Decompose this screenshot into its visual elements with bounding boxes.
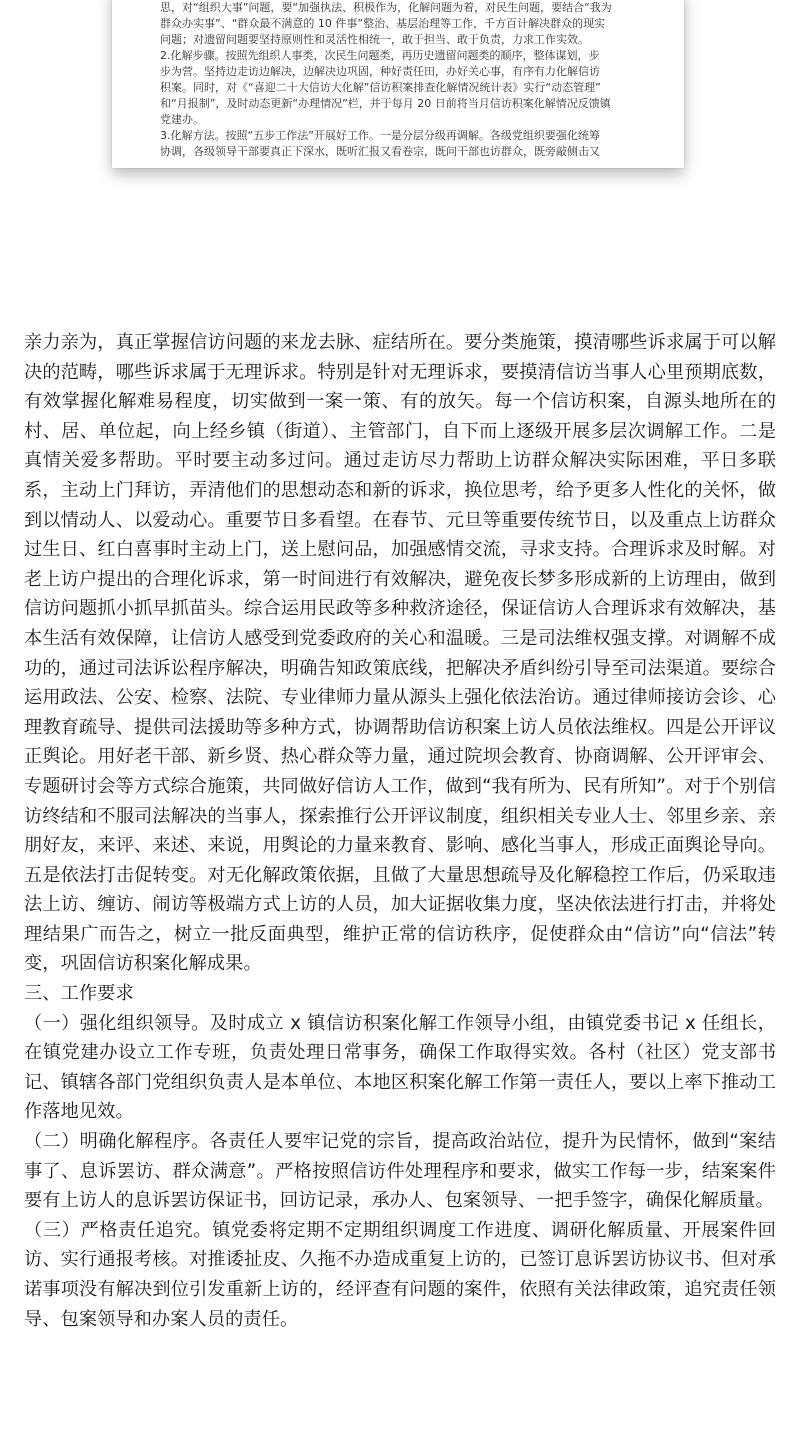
document-preview-card <box>112 0 684 168</box>
body-paragraph-methods: 亲力亲为，真正掌握信访问题的来龙去脉、症结所在。要分类施策，摸清哪些诉求属于可以解决的范畴，哪些诉求属于无理诉求。特别是针对无理诉求，要摸清信访当事人心里预期底数，有效掌握化解难易程度，切实做到一案一策、有的放矢。每一个信访积案，自源头地所在的村、居、单位起，向上经乡镇（街道）、主管部门，自下而上逐级开展多层次调解工作。二是真情关爱多帮助。平时要主动多过问。通过走访尽力帮助上访群众解决实际困难，平日多联系，主动上门拜访，弄清他们的思想动态和新的诉求，换位思考，给予更多人性化的关怀，做到以情动人、以爱动心。重要节日多看望。在春节、元旦等重要传统节日，以及重点上访群众过生日、红白喜事时主动上门，送上慰问品，加强感情交流，寻求支持。合理诉求及时解。对老上访户提出的合理化诉求，第一时间进行有效解决，避免夜长梦多形成新的上访理由，做到信访问题抓小抓早抓苗头。综合运用民政等多种救济途径，保证信访人合理诉求有效解决，基本生活有效保障，让信访人感受到党委政府的关心和温暖。三是司法维权强支撑。对调解不成功的，通过司法诉讼程序解决，明确告知政策底线，把解决矛盾纠纷引导至司法渠道。要综合运用政法、公安、检察、法院、专业律师力量从源头上强化依法治访。通过律师接访会诊、心理教育疏导、提供司法援助等多种方式，协调帮助信访积案上访人员依法维权。四是公开评议正舆论。用好老干部、新乡贤、热心群众等力量，通过院坝会教育、协商调解、公开评审会、专题研讨会等方式综合施策，共同做好信访人工作，做到“我有所为、民有所知”。对于个别信访终结和不服司法解决的当事人，探索推行公开评议制度，组织相关专业人士、邻里乡亲、亲朋好友，来评、来述、来说，用舆论的力量来教育、影响、感化当事人，形成正面舆论导向。五是依法打击促转变。对无化解政策依据，且做了大量思想疏导及化解稳控工作后，仍采取违法上访、缠访、闹访等极端方式上访的人员，加大证据收集力度，坚决依法进行打击，并将处理结果广而告之，树立一批反面典型，维护正常的信访秩序，促使群众由“信访”向“信法”转变，巩固信访积案化解成果。 <box>24 332 776 975</box>
preview-line: 问题；对遗留问题要坚持原则性和灵活性相统一，敢于担当、敢于负责，力求工作实效。 <box>160 33 589 46</box>
requirement-accountability: （三）严格责任追究。镇党委将定期不定期组织调度工作进度、调研化解质量、开展案件回访、实行通报考核。对推诿扯皮、久拖不办造成重复上访的，已签订息诉罢访协议书、但对承诺事项没有解决到位引发重新上访的，经评查有问题的案件，依照有关法律政策，追究责任领导、包案领导和办案人员的责任。 <box>24 1219 776 1330</box>
document-body <box>24 328 776 1334</box>
section-heading-work-requirements: 三、工作要求 <box>24 983 134 1005</box>
preview-line: 步为营。坚持边走访边解决，边解决边巩固，种好责任田，办好关心事，有序有力化解信访 <box>160 65 600 78</box>
preview-line: 思，对“组织大事”问题，要“加强执法、积极作为，化解问题为着，对民生问题，要结合“我为 <box>160 1 612 14</box>
preview-line: 党建办。 <box>160 113 204 126</box>
preview-text-block <box>160 0 644 160</box>
preview-line: 群众办实事”、“群众最不满意的 10 件事”整治、基层治理等工作，千方百计解决群众的现实 <box>160 17 606 30</box>
preview-line: 3.化解方法。按照“五步工作法”开展好工作。一是分层分级再调解。各级党组织要强化统筹 <box>160 129 600 142</box>
preview-line: 和“月报制”，及时动态更新“办理情况”栏，并于每月 20 日前将当月信访积案化解情况反馈镇 <box>160 97 611 110</box>
preview-line: 协调，各级领导干部要真正下深水，既听汇报又看卷宗，既问干部也访群众，既旁敲侧击又 <box>160 145 600 158</box>
preview-line: 2.化解步骤。按照先组织人事类，次民生问题类，再历史遗留问题类的顺序，整体谋划，步 <box>160 49 600 62</box>
preview-line: 积案。同时，对《“喜迎二十大信访大化解”信访积案排查化解情况统计表》实行“动态管理” <box>160 81 601 94</box>
requirement-organization: （一）强化组织领导。及时成立 x 镇信访积案化解工作领导小组，由镇党委书记 x 任组长，在镇党建办设立工作专班，负责处理日常事务，确保工作取得实效。各村（社区）党支部书记、镇辖各部门党组织负责人是本单位、本地区积案化解工作第一责任人，要以上率下推动工作落地见效。 <box>24 1012 776 1123</box>
requirement-procedure: （二）明确化解程序。各责任人要牢记党的宗旨，提高政治站位，提升为民情怀，做到“案结事了、息诉罢访、群众满意”。严格按照信访件处理程序和要求，做实工作每一步，结案案件要有上访人的息诉罢访保证书，回访记录，承办人、包案领导、一把手签字，确保化解质量。 <box>24 1131 776 1212</box>
